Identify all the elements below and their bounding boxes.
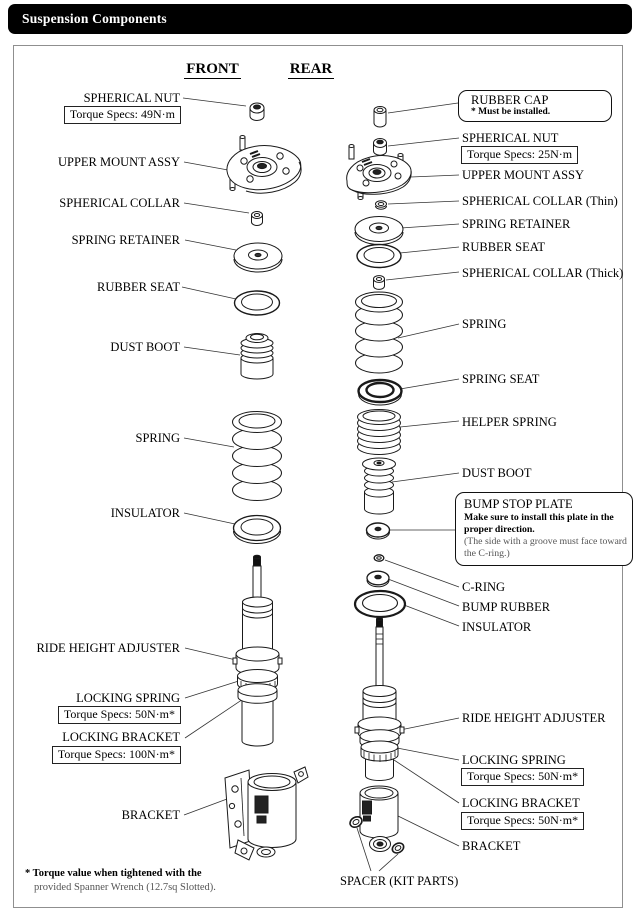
front-spring-retainer-part [234,243,282,272]
rear-bump-stop-note1: Make sure to install this plate in the proper direction. [464,512,614,535]
rear-spherical-collar-thin-label: SPHERICAL COLLAR (Thin) [462,194,618,208]
rear-spherical-nut-label: SPHERICAL NUT [462,131,559,145]
front-locking-bracket-label: LOCKING BRACKET [62,730,180,744]
rear-bump-stop-note2: (The side with a groove must face toward the C-ring.) [464,536,627,559]
front-upper-mount-label: UPPER MOUNT ASSY [57,155,180,169]
front-spherical-collar-label: SPHERICAL COLLAR [59,196,180,210]
rear-rubber-cap-label: RUBBER CAP [471,93,549,107]
rear-spring-retainer-label: SPRING RETAINER [462,217,571,231]
footnote-line2: provided Spanner Wrench (12.7sq Slotted). [34,882,216,893]
rear-rubber-cap-callout [458,90,612,122]
rear-rubber-seat-part [357,245,401,268]
front-locking-spring-label: LOCKING SPRING [76,691,180,705]
front-insulator-part [234,516,281,544]
rear-ride-height-adjuster-label: RIDE HEIGHT ADJUSTER [462,711,606,725]
rear-spherical-nut-part [374,139,387,156]
rear-spherical-collar-thick-label: SPHERICAL COLLAR (Thick) [462,266,624,280]
front-upper-mount-part [227,136,301,194]
front-spring-retainer-label: SPRING RETAINER [71,233,180,247]
rear-shock-absorber-part [355,618,404,781]
front-spherical-nut-torque: Torque Specs: 49N·m [64,106,181,124]
rear-spacer-label: SPACER (KIT PARTS) [340,874,459,888]
rear-bracket-part [360,786,398,852]
front-bracket-part [225,767,308,860]
rear-rubber-seat-label: RUBBER SEAT [462,240,546,254]
rear-bump-stop-plate-label: BUMP STOP PLATE [464,497,573,511]
front-rubber-seat-label: RUBBER SEAT [96,280,180,294]
rear-locking-spring-label: LOCKING SPRING [462,753,566,767]
rear-helper-spring-label: HELPER SPRING [462,415,557,429]
rear-upper-mount-label: UPPER MOUNT ASSY [462,168,585,182]
front-spherical-nut-label: SPHERICAL NUT [83,91,180,105]
rear-dust-boot-label: DUST BOOT [462,466,532,480]
front-bracket-label: BRACKET [121,808,180,822]
rear-spherical-collar-thin-part [376,201,387,209]
rear-spring-part [356,292,403,373]
rear-spring-retainer-part [355,217,403,245]
rear-helper-spring-part [358,410,401,455]
rear-locking-bracket-label: LOCKING BRACKET [462,796,580,810]
front-rubber-seat-part [235,291,280,315]
front-locking-spring-torque: Torque Specs: 50N·m* [58,706,181,724]
rear-column-heading: REAR [289,61,333,77]
rear-bump-stop-plate-part [367,523,390,539]
rear-spring-seat-label: SPRING SEAT [462,372,540,386]
front-insulator-label: INSULATOR [110,506,180,520]
rear-bracket-label: BRACKET [462,839,521,853]
front-ride-height-adjuster-label: RIDE HEIGHT ADJUSTER [36,641,180,655]
rear-spherical-collar-thick-part [374,276,385,290]
rear-c-ring-label: C-RING [462,580,506,594]
rear-locking-spring-torque: Torque Specs: 50N·m* [461,768,584,786]
front-spherical-collar-part [252,212,263,226]
rear-locking-bracket-torque: Torque Specs: 50N·m* [461,812,584,830]
front-column-heading: FRONT [186,61,239,77]
front-shock-absorber-part [233,555,282,746]
rear-insulator-part [355,591,405,617]
page-title: Suspension Components [22,11,167,26]
rear-spring-label: SPRING [462,317,507,331]
rear-rubber-cap-note: * Must be installed. [471,107,551,117]
front-spherical-nut-part [250,103,264,121]
rear-spherical-nut-torque: Torque Specs: 25N·m [461,146,578,164]
footnote-line1: * Torque value when tightened with the [25,868,202,879]
rear-insulator-label: INSULATOR [462,620,532,634]
front-dust-boot-part [241,334,273,380]
front-dust-boot-label: DUST BOOT [110,340,180,354]
rear-rubber-cap-part [374,107,386,128]
front-locking-bracket-torque: Torque Specs: 100N·m* [52,746,181,764]
rear-spring-seat-part [359,380,402,405]
rear-c-ring-part [374,555,384,561]
front-spring-label: SPRING [135,431,180,445]
rear-bump-rubber-part [367,571,389,587]
rear-bump-stop-plate-callout [455,492,633,566]
rear-bump-rubber-label: BUMP RUBBER [462,600,551,614]
front-spring-part [233,412,282,501]
rear-dust-boot-part [363,458,396,514]
leader-lines [182,98,459,871]
